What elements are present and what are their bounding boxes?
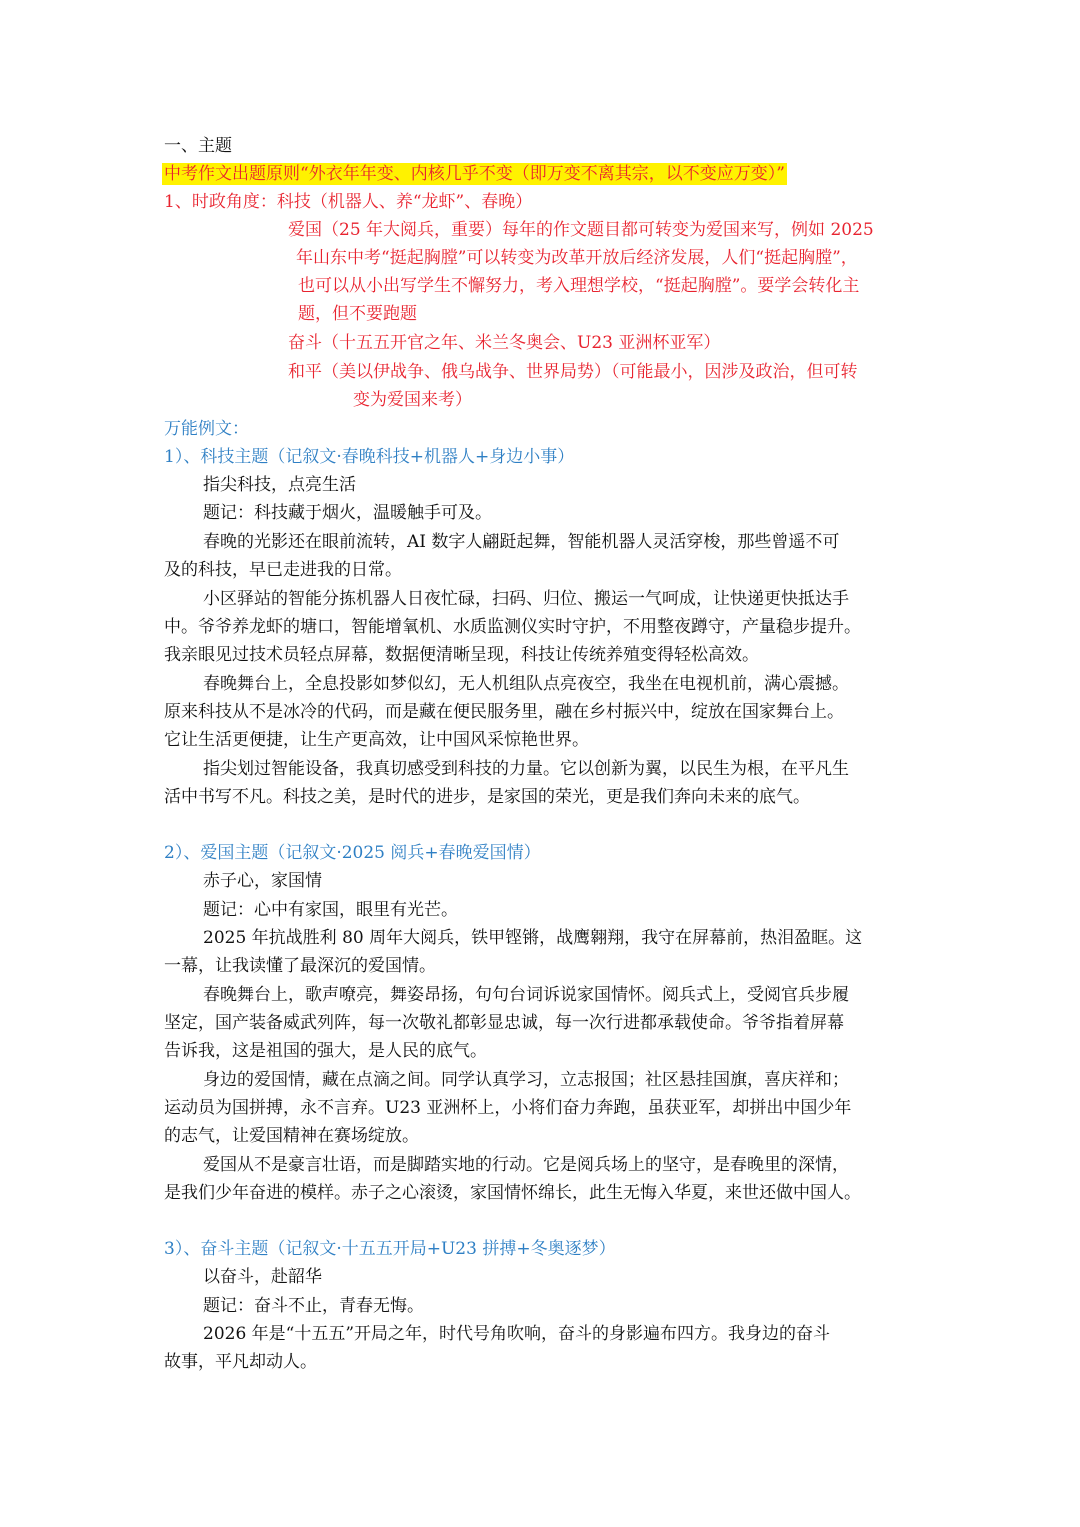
essay1-epigraph: 题记：科技藏于烟火，温暖触手可及。 xyxy=(203,503,492,523)
essay1-header: 1）、科技主题（记叙文·春晚科技+机器人+身边小事） xyxy=(164,447,575,467)
patriot-line-1: 爱国（25 年大阅兵，重要）每年的作文题目都可转变为爱国来写，例如 2025 xyxy=(288,220,874,240)
essay3-title: 以奋斗，赴韶华 xyxy=(203,1267,322,1287)
essay3-line: 故事，平凡却动人。 xyxy=(164,1352,317,1372)
essay1-line: 春晚舞台上，全息投影如梦似幻，无人机组队点亮夜空，我坐在电视机前，满心震撼。 xyxy=(203,674,849,694)
essay1-line: 活中书写不凡。科技之美，是时代的进步，是家国的荣光，更是我们奔向未来的底气。 xyxy=(164,787,810,807)
peace-line-1: 和平（美以伊战争、俄乌战争、世界局势）（可能最小，因涉及政治，但可转 xyxy=(288,362,858,382)
peace-line-2: 变为爱国来考） xyxy=(353,390,472,410)
essay2-line: 运动员为国拼搏，永不言弃。U23 亚洲杯上，小将们奋力奔跑，虽获亚军，却拼出中国少年 xyxy=(164,1098,852,1118)
essay2-line: 春晚舞台上，歌声嘹亮，舞姿昂扬，句句台词诉说家国情怀。阅兵式上，受阅官兵步履 xyxy=(203,985,849,1005)
essay1-line: 小区驿站的智能分拣机器人日夜忙碌，扫码、归位、搬运一气呵成，让快递更快抵达手 xyxy=(203,589,849,609)
essay2-title: 赤子心，家国情 xyxy=(203,871,322,891)
essay1-line: 我亲眼见过技术员轻点屏幕，数据便清晰呈现，科技让传统养殖变得轻松高效。 xyxy=(164,645,759,665)
essay2-line: 爱国从不是豪言壮语，而是脚踏实地的行动。它是阅兵场上的坚守，是春晚里的深情， xyxy=(203,1155,849,1175)
essay3-line: 2026 年是“十五五”开局之年，时代号角吹响，奋斗的身影遍布四方。我身边的奋斗 xyxy=(203,1324,831,1344)
essay2-line: 的志气，让爱国精神在赛场绽放。 xyxy=(164,1126,419,1146)
essay2-line: 告诉我，这是祖国的强大，是人民的底气。 xyxy=(164,1041,487,1061)
essay3-epigraph: 题记：奋斗不止，青春无悔。 xyxy=(203,1296,424,1316)
essay1-line: 它让生活更便捷，让生产更高效，让中国风采惊艳世界。 xyxy=(164,730,589,750)
patriot-line-2: 年山东中考“挺起胸膛”可以转变为改革开放后经济发展，人们“挺起胸膛”， xyxy=(296,248,858,268)
essay2-epigraph: 题记：心中有家国，眼里有光芒。 xyxy=(203,900,458,920)
examples-label: 万能例文： xyxy=(164,419,249,439)
essay1-line: 及的科技，早已走进我的日常。 xyxy=(164,560,402,580)
essay2-header: 2）、爱国主题（记叙文·2025 阅兵+春晚爱国情） xyxy=(164,843,541,863)
patriot-line-4: 题，但不要跑题 xyxy=(298,304,417,324)
section-heading: 一、主题 xyxy=(164,136,232,156)
politics-lead: 1、时政角度：科技（机器人、养“龙虾”、春晚） xyxy=(164,192,533,212)
patriot-line-3: 也可以从小出写学生不懈努力，考入理想学校，“挺起胸膛”。要学会转化主 xyxy=(298,276,860,296)
principle-line xyxy=(162,162,787,186)
essay2-line: 一幕，让我读懂了最深沉的爱国情。 xyxy=(164,956,436,976)
essay2-line: 是我们少年奋进的模样。赤子之心滚烫，家国情怀绵长，此生无悔入华夏，来世还做中国人。 xyxy=(164,1183,861,1203)
essay1-line: 指尖划过智能设备，我真切感受到科技的力量。它以创新为翼，以民生为根，在平凡生 xyxy=(203,759,849,779)
essay2-line: 身边的爱国情，藏在点滴之间。同学认真学习，立志报国；社区悬挂国旗，喜庆祥和； xyxy=(203,1070,849,1090)
essay3-header: 3）、奋斗主题（记叙文·十五五开局+U23 拼搏+冬奥逐梦） xyxy=(164,1239,616,1259)
principle-highlight: 中考作文出题原则“外衣年年变、内核几乎不变（即万变不离其宗，以不变应万变）” xyxy=(164,164,785,184)
essay1-line: 春晚的光影还在眼前流转，AI 数字人翩跹起舞，智能机器人灵活穿梭，那些曾遥不可 xyxy=(203,532,840,552)
struggle-line: 奋斗（十五五开官之年、米兰冬奥会、U23 亚洲杯亚军） xyxy=(288,333,721,353)
essay1-line: 中。爷爷养龙虾的塘口，智能增氧机、水质监测仪实时守护，不用整夜蹲守，产量稳步提升。 xyxy=(164,617,861,637)
essay2-line: 坚定，国产装备威武列阵，每一次敬礼都彰显忠诚，每一次行进都承载使命。爷爷指着屏幕 xyxy=(164,1013,844,1033)
essay1-title: 指尖科技，点亮生活 xyxy=(203,475,356,495)
essay1-line: 原来科技从不是冰冷的代码，而是藏在便民服务里，融在乡村振兴中，绽放在国家舞台上。 xyxy=(164,702,844,722)
essay2-line: 2025 年抗战胜利 80 周年大阅兵，铁甲铿锵，战鹰翱翔，我守在屏幕前，热泪盈眶。这 xyxy=(203,928,863,948)
